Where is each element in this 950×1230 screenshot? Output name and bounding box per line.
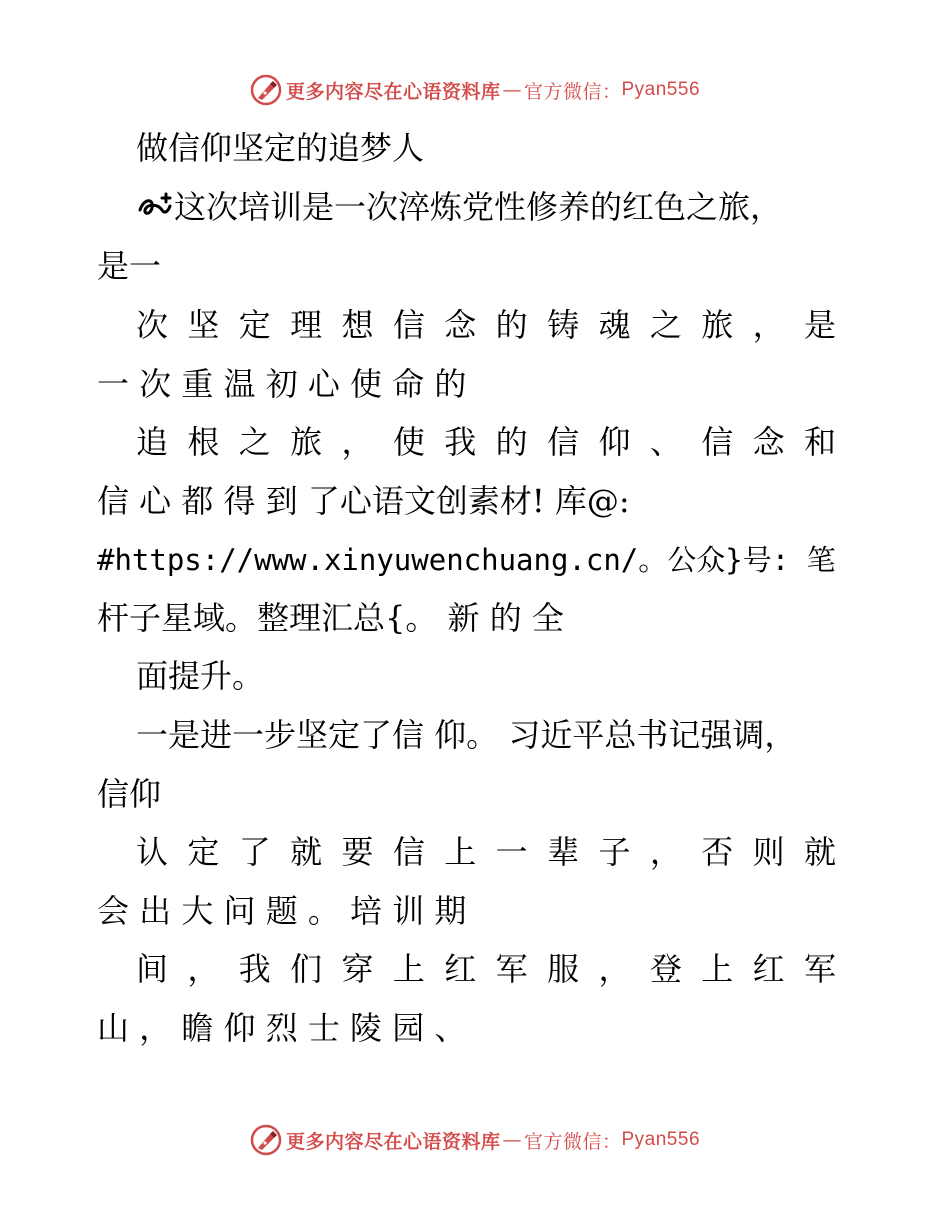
paragraph-line: 追 根 之 旅 ， 使 我 的 信 仰 、 信 念 和	[136, 423, 836, 461]
paragraph-line: #https://www.xinyuwenchuang.cn/。公众}号: 笔	[97, 543, 836, 577]
paragraph-line	[136, 187, 836, 227]
flourish-icon	[136, 190, 174, 222]
paragraph-line: 面提升。	[136, 657, 265, 695]
document-title: 做信仰坚定的追梦人	[136, 129, 425, 167]
pen-nib-logo-icon	[250, 74, 282, 106]
banner-main-text: 更多内容尽在心语资料库	[285, 1130, 501, 1153]
paragraph-line: 会 出 大 问 题 。 培 训 期	[97, 892, 467, 930]
paragraph-text: 这次培训是一次淬炼党性修养的红色之旅，	[174, 188, 783, 226]
banner-wechat-id: Pyan556	[621, 1129, 701, 1150]
header-banner	[0, 70, 950, 110]
banner-separator: —	[502, 1129, 522, 1151]
paragraph-line: 信 心 都 得 到 了心语文创素材! 库@:	[97, 482, 630, 520]
footer-banner	[0, 1120, 950, 1160]
paragraph-line: 次 坚 定 理 想 信 念 的 铸 魂 之 旅 ， 是	[136, 306, 836, 344]
paragraph-line: 认 定 了 就 要 信 上 一 辈 子 ， 否 则 就	[136, 833, 836, 871]
paragraph-line: 杆子星域。整理汇总{。 新 的 全	[97, 599, 564, 637]
paragraph-line: 间 ， 我 们 穿 上 红 军 服 ， 登 上 红 军	[136, 950, 836, 988]
paragraph-line: 山 ， 瞻 仰 烈 士 陵 园 、	[97, 1009, 467, 1047]
paragraph-line: 一 次 重 温 初 心 使 命 的	[97, 365, 467, 403]
paragraph-line: 信仰	[97, 775, 162, 813]
banner-main-text: 更多内容尽在心语资料库	[285, 80, 501, 103]
banner-wechat-label: 官方微信：	[523, 80, 622, 103]
paragraph-line: 是一	[97, 247, 162, 285]
banner-wechat-id: Pyan556	[621, 79, 701, 100]
paragraph-line: 一是进一步坚定了信 仰。 习近平总书记强调，	[136, 716, 797, 754]
pen-nib-logo-icon	[250, 1124, 282, 1156]
banner-separator: —	[502, 79, 522, 101]
banner-wechat-label: 官方微信：	[523, 1130, 622, 1153]
